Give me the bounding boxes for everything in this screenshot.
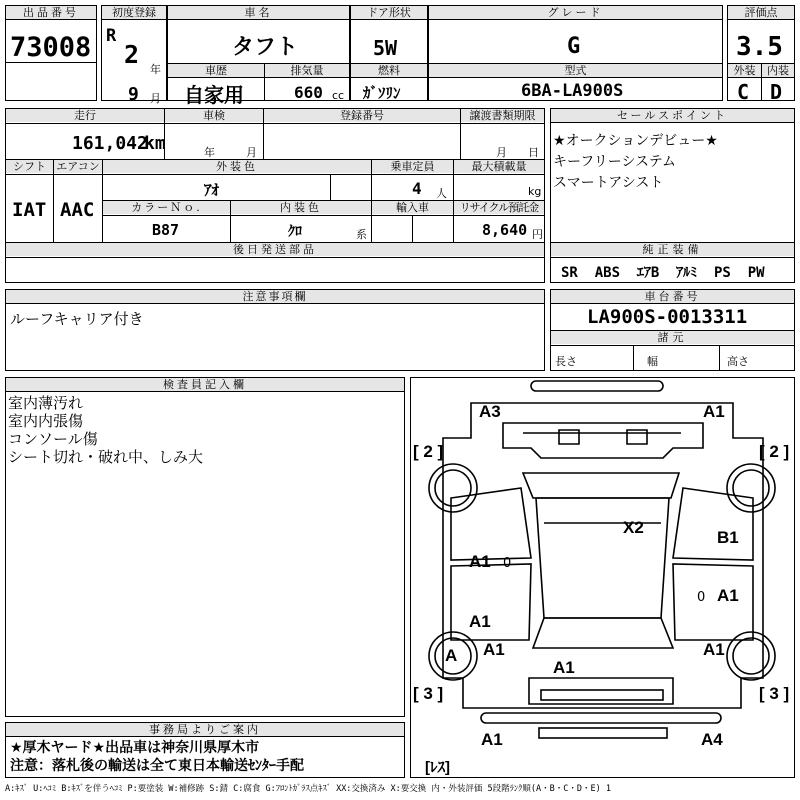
shift-label: シフト <box>6 160 53 173</box>
max-load-unit: kg <box>528 185 542 198</box>
damage-mark-a1-right-rear-door: A1 <box>717 586 739 605</box>
car-name-box <box>167 5 350 107</box>
color-no-value: B87 <box>152 221 180 239</box>
inspection-year-unit: 年 <box>204 146 215 159</box>
fuel-value: ｶﾞｿﾘﾝ <box>363 84 401 102</box>
registration-label: 登録番号 <box>264 109 460 122</box>
chassis-number: LA900S-0013311 <box>587 306 748 328</box>
interior-color-value: ｸﾛ <box>288 224 302 240</box>
equipment-label: 純正装備 <box>551 243 794 256</box>
caution-value: ルーフキャリア付き <box>10 310 144 328</box>
car-diagram <box>410 377 795 778</box>
inspector-note-4: シート切れ・破れ中、しみ大 <box>8 448 204 466</box>
first-reg-month-unit: 月 <box>150 92 161 105</box>
car-name-label: 車名 <box>168 6 349 20</box>
inspector-note-1: 室内薄汚れ <box>8 394 84 412</box>
lot-label: 出品番号 <box>6 6 96 20</box>
exterior-color-label: 外装色 <box>103 160 371 173</box>
damage-mark-less: [ﾚｽ] <box>425 759 450 776</box>
aircon-label: エアコン <box>54 160 102 173</box>
specs-width: 幅 <box>647 355 658 368</box>
first-reg-month: 9 <box>128 84 139 105</box>
sales-point-2: キーフリーシステム <box>553 154 677 170</box>
office-note-1: ★厚木ヤード★出品車は神奈川県厚木市 <box>10 740 260 756</box>
score-label: 評価点 <box>728 6 794 20</box>
color-no-label: カラーＮｏ. <box>103 201 230 214</box>
sales-points-label: セールスポイント <box>551 109 794 123</box>
door-label: ドア形状 <box>351 6 427 20</box>
capacity-value: 4 <box>412 179 422 198</box>
fuel-label: 燃料 <box>351 64 427 77</box>
damage-mark-a1-rear-left-fender: A1 <box>483 640 505 659</box>
ext-score-value: C <box>737 80 750 104</box>
car-name: タフト <box>232 35 299 60</box>
score-box <box>727 5 795 104</box>
office-label: 事務局よりご案内 <box>6 723 404 737</box>
transfer-day-unit: 日 <box>528 146 539 159</box>
damage-mark-a1-front-right: A1 <box>703 402 725 421</box>
door-value: 5W <box>373 36 398 60</box>
int-score-value: D <box>770 80 783 104</box>
main-info-box <box>5 108 545 283</box>
sales-point-1: ★オークションデビュー★ <box>553 133 718 149</box>
transfer-deadline-label: 譲渡書類期限 <box>461 109 544 122</box>
damage-mark-3-left: [ 3 ] <box>413 684 444 703</box>
mileage-unit: km <box>144 133 166 154</box>
first-reg-box <box>101 5 167 105</box>
specs-label: 諸元 <box>551 331 794 344</box>
interior-color-label: 内装色 <box>231 201 371 214</box>
chassis-label: 車台番号 <box>551 290 794 304</box>
max-load-label: 最大積載量 <box>454 160 544 173</box>
specs-height: 高さ <box>727 355 749 368</box>
damage-mark-x2: X2 <box>623 518 644 537</box>
legend: A:ｷｽﾞ U:ﾍｺﾐ B:ｷｽﾞを伴うﾍｺﾐ P:要塗装 W:補修跡 S:錆 C:腐食 G:ﾌﾛﾝﾄｶﾞﾗｽ点ｷｽﾞ XX:交換済み X:要交換 内・外装評価 5段階ﾗﾝｸ順(A・B・C・D・E) 1 <box>5 784 611 794</box>
damage-mark-0-left-door: 0 <box>503 556 512 571</box>
caution-label: 注意事項欄 <box>6 290 544 304</box>
inspector-box <box>5 377 405 717</box>
first-reg-year: 2 <box>124 40 140 69</box>
door-box <box>350 5 428 101</box>
damage-mark-b1: B1 <box>717 528 739 547</box>
mileage-value: 161,042 <box>72 133 148 154</box>
displacement-unit: cc <box>332 89 345 102</box>
first-reg-label: 初度登録 <box>102 6 166 20</box>
int-score-label: 内装 <box>762 64 794 77</box>
displacement-value: 660 <box>294 83 323 102</box>
chassis-box <box>550 289 795 371</box>
recycle-value: 8,640 <box>482 221 528 239</box>
first-reg-era: R <box>106 26 117 46</box>
later-parts-label: 後日発送部品 <box>6 243 544 256</box>
damage-mark-a1-rear-bumper: A1 <box>481 730 503 749</box>
displacement-label: 排気量 <box>265 64 349 77</box>
lot-number: 73008 <box>10 32 92 63</box>
damage-mark-3-right: [ 3 ] <box>759 684 790 703</box>
capacity-unit: 人 <box>436 187 447 200</box>
damage-mark-a1-left-rear-door: A1 <box>469 612 491 631</box>
history-value: 自家用 <box>184 83 244 107</box>
caution-box <box>5 289 545 371</box>
grade-label: グレード <box>429 6 722 20</box>
damage-mark-a1-rear-right: A1 <box>703 640 725 659</box>
shift-value: IAT <box>12 199 47 221</box>
transfer-month-unit: 月 <box>496 146 507 159</box>
office-box <box>5 722 405 778</box>
aircon-value: AAC <box>60 199 95 221</box>
office-note-2: 注意：落札後の輸送は全て東日本輸送ｾﾝﾀｰ手配 <box>10 758 304 774</box>
equipment-value: SR ABS ｴｱB ｱﾙﾐ PS PW <box>561 265 765 281</box>
sales-point-3: スマートアシスト <box>553 175 664 191</box>
score-value: 3.5 <box>736 32 783 62</box>
damage-mark-a-wheel: A <box>445 646 458 665</box>
car-outline <box>411 378 794 777</box>
capacity-label: 乗車定員 <box>372 160 453 173</box>
damage-mark-a4: A4 <box>701 730 723 749</box>
damage-mark-2-left: [ 2 ] <box>413 442 444 461</box>
inspector-note-3: コンソール傷 <box>8 430 98 448</box>
ext-score-label: 外装 <box>728 64 761 77</box>
inspector-note-2: 室内内張傷 <box>8 412 84 430</box>
model-value: 6BA-LA900S <box>521 81 624 101</box>
sales-points-box <box>550 108 795 283</box>
first-reg-year-unit: 年 <box>150 63 161 76</box>
lot-box <box>5 5 97 101</box>
inspection-month-unit: 月 <box>246 146 257 159</box>
grade-box <box>428 5 723 101</box>
model-label: 型式 <box>429 64 722 77</box>
inspection-label: 車検 <box>165 109 263 122</box>
grade-value: G <box>567 34 581 59</box>
exterior-color-value: ｱｵ <box>204 181 220 199</box>
recycle-label: リサイクル預託金 <box>454 201 544 214</box>
damage-mark-a3: A3 <box>479 402 501 421</box>
mileage-label: 走行 <box>6 109 164 122</box>
import-label: 輸入車 <box>372 201 453 214</box>
history-label: 車歴 <box>168 64 264 77</box>
damage-mark-a1-left-door: A1 <box>469 552 491 571</box>
interior-color-unit: 系 <box>356 228 367 241</box>
damage-mark-a1-rear-center: A1 <box>553 658 575 677</box>
specs-length: 長さ <box>555 355 577 368</box>
damage-mark-0-right-door: 0 <box>697 590 706 605</box>
damage-mark-2-right: [ 2 ] <box>759 442 790 461</box>
recycle-unit: 円 <box>532 228 543 241</box>
inspector-label: 検査員記入欄 <box>6 378 404 392</box>
